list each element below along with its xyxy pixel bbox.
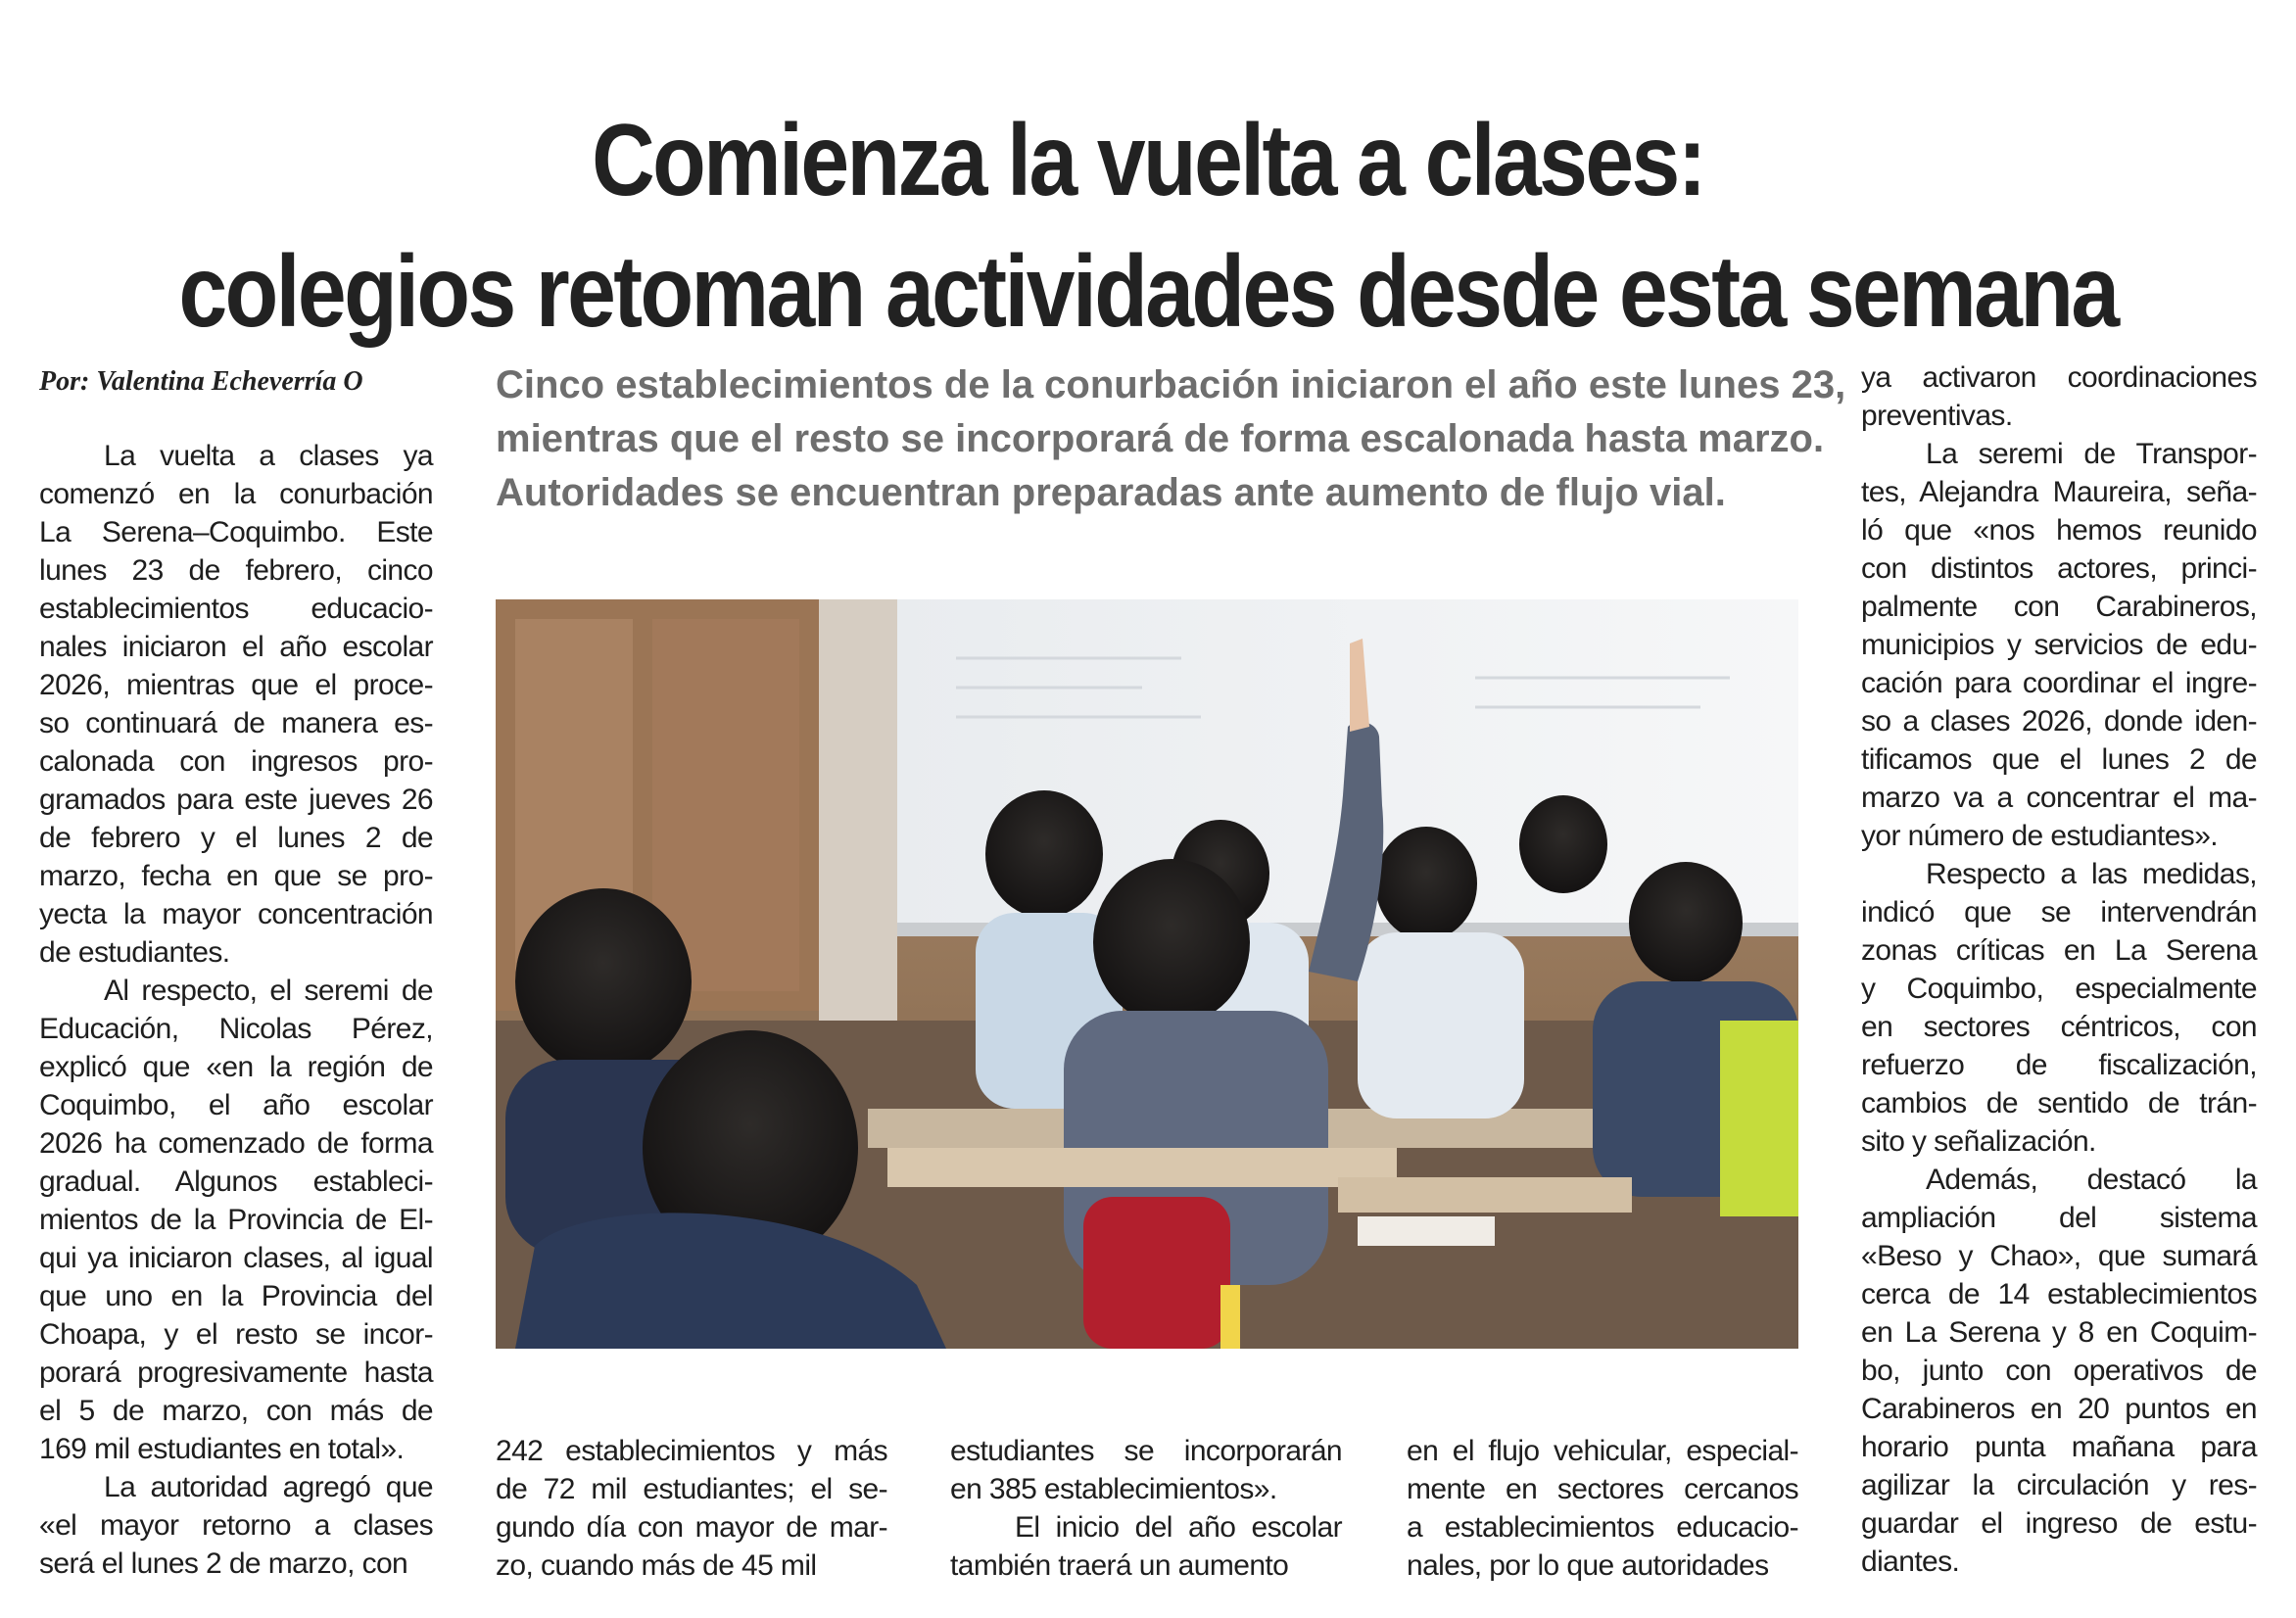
article-column-right	[1861, 358, 2257, 1581]
article-text-line: municipios y servicios de edu-	[1861, 629, 2257, 661]
article-text-line: so a clases 2026, donde iden-	[1861, 705, 2257, 738]
article-text-line: de 72 mil estudiantes; el se-	[496, 1473, 887, 1505]
article-text-line: El inicio del año escolar	[1015, 1511, 1342, 1544]
article-text-line: «Beso y Chao», que sumará	[1861, 1240, 2257, 1272]
article-text-line: que uno en la Provincia del	[39, 1280, 433, 1312]
article-text-line: en el flujo vehicular, especial-	[1407, 1435, 1798, 1467]
article-text-line: explicó que «en la región de	[39, 1051, 433, 1083]
article-text-line: en sectores céntricos, con	[1861, 1011, 2257, 1043]
article-column-bottom-1	[496, 1432, 887, 1585]
article-text-line: ampliación del sistema	[1861, 1202, 2257, 1234]
article-text-line: Choapa, y el resto se incor-	[39, 1318, 433, 1351]
article-text-line: también traerá un aumento	[950, 1549, 1289, 1582]
article-text-line: calonada con ingresos pro-	[39, 745, 433, 778]
article-column-bottom-2	[950, 1432, 1342, 1585]
article-text-line: ló que «nos hemos reunido	[1861, 514, 2257, 547]
article-text-line: con distintos actores, princi-	[1861, 552, 2257, 585]
article-text-line: establecimientos educacio-	[39, 593, 433, 625]
article-text-line: Coquimbo, el año escolar	[39, 1089, 433, 1121]
headline-line-2: colegios retoman actividades desde esta semana	[178, 234, 2118, 349]
article-text-line: diantes.	[1861, 1546, 1960, 1578]
article-text-line: de febrero y el lunes 2 de	[39, 822, 433, 854]
article-text-line: 242 establecimientos y más	[496, 1435, 887, 1467]
article-text-line: nales iniciaron el año escolar	[39, 631, 433, 663]
article-text-line: guardar el ingreso de estu-	[1861, 1507, 2257, 1540]
article-text-line: bo, junto con operativos de	[1861, 1355, 2257, 1387]
article-text-line: comenzó en la conurbación	[39, 478, 433, 510]
article-text-line: cación para coordinar el ingre-	[1861, 667, 2257, 699]
article-text-line: preventivas.	[1861, 400, 2013, 432]
article-text-line: cerca de 14 establecimientos	[1861, 1278, 2257, 1310]
lead-line: mientras que el resto se incorporará de forma escalonada hasta marzo.	[496, 417, 1825, 460]
article-text-line: Educación, Nicolas Pérez,	[39, 1013, 433, 1045]
article-text-line: ya activaron coordinaciones	[1861, 361, 2257, 394]
article-text-line: qui ya iniciaron clases, al igual	[39, 1242, 433, 1274]
article-text-line: 2026, mientras que el proce-	[39, 669, 433, 701]
article-text-line: el 5 de marzo, con más de	[39, 1395, 433, 1427]
article-column-left	[39, 437, 433, 1583]
article-text-line: a establecimientos educacio-	[1407, 1511, 1798, 1544]
article-text-line: estudiantes se incorporarán	[950, 1435, 1342, 1467]
article-text-line: será el lunes 2 de marzo, con	[39, 1547, 408, 1580]
article-text-line: agilizar la circulación y res-	[1861, 1469, 2257, 1501]
article-text-line: zo, cuando más de 45 mil	[496, 1549, 817, 1582]
article-text-line: tificamos que el lunes 2 de	[1861, 743, 2257, 776]
article-text-line: gundo día con mayor de mar-	[496, 1511, 887, 1544]
article-text-line: en 385 establecimientos».	[950, 1473, 1277, 1505]
classroom-photo	[496, 599, 1798, 1349]
article-column-bottom-3	[1407, 1432, 1798, 1585]
article-text-line: porará progresivamente hasta	[39, 1356, 433, 1389]
article-text-line: Además, destacó la	[1926, 1164, 2257, 1196]
lead-line: Cinco establecimientos de la conurbación iniciaron el año este lunes 23,	[496, 363, 1846, 406]
article-text-line: 169 mil estudiantes en total».	[39, 1433, 405, 1465]
article-text-line: Respecto a las medidas,	[1926, 858, 2257, 890]
article-text-line: 2026 ha comenzado de forma	[39, 1127, 433, 1160]
classroom-photo-illustration	[496, 599, 1798, 1349]
article-text-line: gramados para este jueves 26	[39, 784, 433, 816]
article-text-line: La seremi de Transpor-	[1926, 438, 2257, 470]
article-text-line: cambios de sentido de trán-	[1861, 1087, 2257, 1119]
article-text-line: indicó que se intervendrán	[1861, 896, 2257, 928]
article-text-line: yecta la mayor concentración	[39, 898, 433, 930]
article-text-line: mientos de la Provincia de El-	[39, 1204, 433, 1236]
article-text-line: marzo va a concentrar el ma-	[1861, 782, 2257, 814]
article-text-line: mente en sectores cercanos	[1407, 1473, 1798, 1505]
article-text-line: «el mayor retorno a clases	[39, 1509, 433, 1542]
article-text-line: refuerzo de fiscalización,	[1861, 1049, 2257, 1081]
article-text-line: nales, por lo que autoridades	[1407, 1549, 1769, 1582]
article-text-line: y Coquimbo, especialmente	[1861, 973, 2257, 1005]
article-text-line: Carabineros en 20 puntos en	[1861, 1393, 2257, 1425]
article-text-line: zonas críticas en La Serena	[1861, 934, 2257, 967]
article-text-line: gradual. Algunos estableci-	[39, 1166, 433, 1198]
article-text-line: sito y señalización.	[1861, 1125, 2096, 1158]
byline: Por: Valentina Echeverría O	[39, 366, 363, 397]
article-text-line: lunes 23 de febrero, cinco	[39, 554, 433, 587]
article-text-line: tes, Alejandra Maureira, seña-	[1861, 476, 2257, 508]
article-text-line: marzo, fecha en que se pro-	[39, 860, 433, 892]
article-text-line: La vuelta a clases ya	[104, 440, 433, 472]
article-text-line: La autoridad agregó que	[104, 1471, 433, 1503]
lead-line: Autoridades se encuentran preparadas ante aumento de flujo vial.	[496, 471, 1726, 514]
article-text-line: so continuará de manera es-	[39, 707, 433, 739]
headline-line-1: Comienza la vuelta a clases:	[592, 103, 1704, 217]
article-text-line: Al respecto, el seremi de	[104, 975, 433, 1007]
article-text-line: de estudiantes.	[39, 936, 230, 969]
article-text-line: palmente con Carabineros,	[1861, 591, 2257, 623]
lead-paragraph	[496, 358, 1846, 520]
article-text-line: en La Serena y 8 en Coquim-	[1861, 1316, 2257, 1349]
article-text-line: La Serena–Coquimbo. Este	[39, 516, 433, 548]
article-text-line: horario punta mañana para	[1861, 1431, 2257, 1463]
article-text-line: yor número de estudiantes».	[1861, 820, 2219, 852]
